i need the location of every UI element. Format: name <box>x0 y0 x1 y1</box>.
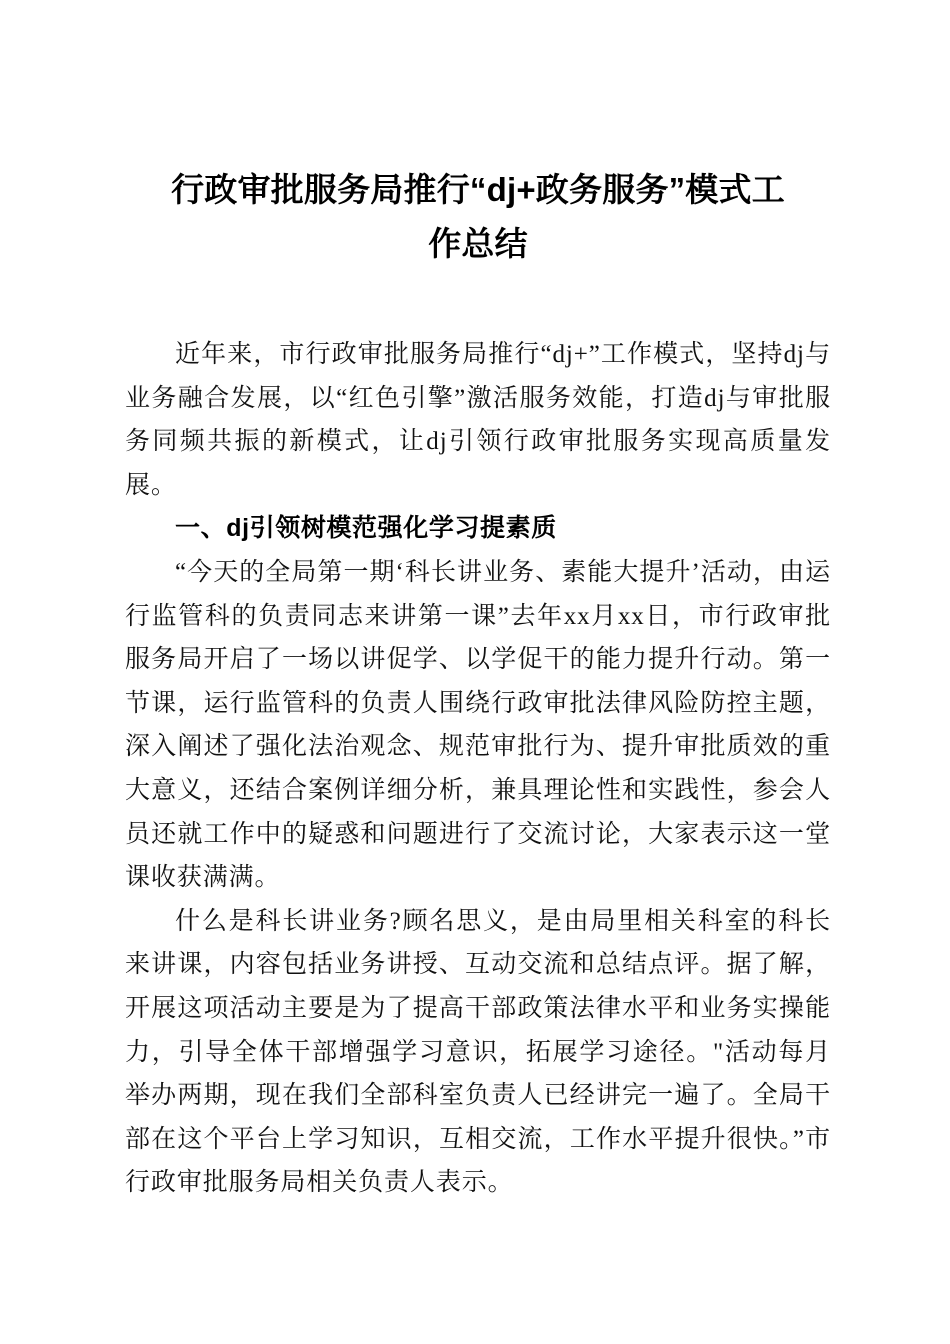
paragraph-body-2: 什么是科长讲业务?顾名思义，是由局里相关科室的科长来讲课，内容包括业务讲授、互动交流和总结点评。据了解，开展这项活动主要是为了提高干部政策法律水平和业务实操能力，引导全体干部增强学习意识，拓展学习途径。"活动每月举办两期，现在我们全部科室负责人已经讲完一遍了。全局干部在这个平台上学习知识，互相交流，工作水平提升很快。”市行政审批服务局相关负责人表示。 <box>125 907 831 1197</box>
title-body-spacer <box>125 271 831 333</box>
paragraph-body-1: “今天的全局第一期‘科长讲业务、素能大提升’活动，由运行监管科的负责同志来讲第一课”去年xx月xx日，市行政审批服务局开启了一场以讲促学、以学促干的能力提升行动。第一节课，运行监管科的负责人围绕行政审批法律风险防控主题，深入阐述了强化法治观念、规范审批行为、提升审批质效的重大意义，还结合案例详细分析，兼具理论性和实践性，参会人员还就工作中的疑惑和问题进行了交流讨论，大家表示这一堂课收获满满。 <box>125 558 831 892</box>
section-heading-1: 一、dj引领树模范强化学习提素质 <box>175 514 557 543</box>
page-title-line-1: 行政审批服务局推行“dj+政务服务”模式工 <box>171 171 785 208</box>
page-title <box>125 0 831 271</box>
page-title-line-2: 作总结 <box>428 225 528 262</box>
document-content <box>125 0 831 1205</box>
paragraph-intro: 近年来，市行政审批服务局推行“dj+”工作模式，坚持dj与业务融合发展，以“红色引擎”激活服务效能，打造dj与审批服务同频共振的新模式，让dj引领行政审批服务实现高质量发展。 <box>125 341 831 499</box>
